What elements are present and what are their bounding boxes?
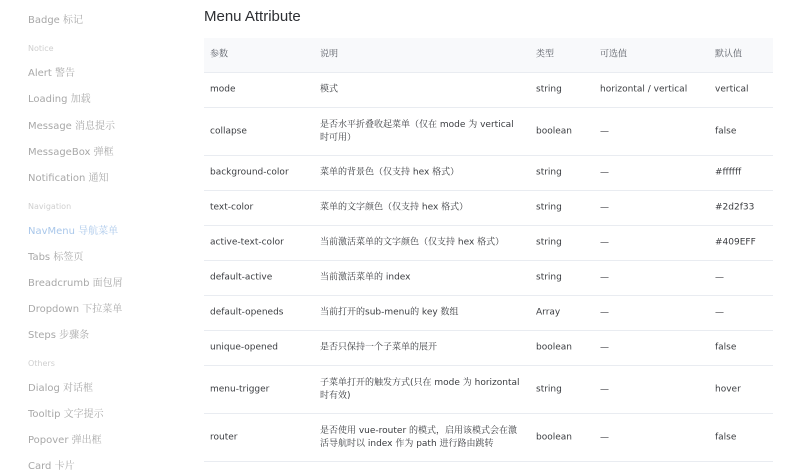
table-header bbox=[204, 38, 773, 73]
cell-type: string bbox=[536, 202, 562, 213]
sidebar-item-breadcrumb[interactable]: Breadcrumb 面包屑 bbox=[28, 278, 123, 289]
cell-options: — bbox=[600, 237, 609, 248]
cell-options: horizontal / vertical bbox=[600, 84, 688, 95]
cell-default: — bbox=[715, 307, 724, 318]
cell-type: boolean bbox=[536, 342, 572, 353]
sidebar-item-card[interactable]: Card 卡片 bbox=[28, 461, 75, 472]
cell-description: 菜单的文字颜色（仅支持 hex 格式） bbox=[320, 202, 469, 213]
cell-type: string bbox=[536, 84, 562, 95]
table-row bbox=[204, 108, 773, 156]
header-type: 类型 bbox=[536, 49, 555, 60]
cell-param: background-color bbox=[210, 167, 289, 178]
sidebar-item-steps[interactable]: Steps 步骤条 bbox=[28, 330, 90, 341]
sidebar-group-others: Others bbox=[28, 359, 55, 368]
table-row bbox=[204, 156, 773, 191]
cell-default: #ffffff bbox=[715, 167, 742, 178]
cell-default: false bbox=[715, 432, 737, 442]
cell-param: default-openeds bbox=[210, 307, 284, 318]
sidebar-item-tabs[interactable]: Tabs 标签页 bbox=[28, 252, 84, 263]
header-options: 可选值 bbox=[600, 49, 628, 60]
table-row bbox=[204, 226, 773, 261]
sidebar-item-popover[interactable]: Popover 弹出框 bbox=[28, 435, 102, 446]
cell-options: — bbox=[600, 167, 609, 178]
cell-default: #409EFF bbox=[715, 237, 756, 248]
cell-default: #2d2f33 bbox=[715, 202, 755, 213]
sidebar bbox=[0, 0, 190, 472]
cell-description: 是否水平折叠收起菜单（仅在 mode 为 vertical 时可用） bbox=[320, 119, 514, 143]
cell-param: router bbox=[210, 432, 238, 442]
cell-type: string bbox=[536, 384, 562, 394]
cell-description: 子菜单打开的触发方式(只在 mode 为 horizontal 时有效) bbox=[320, 377, 520, 401]
sidebar-item-messagebox[interactable]: MessageBox 弹框 bbox=[28, 147, 114, 158]
cell-default: — bbox=[715, 272, 724, 283]
header-default: 默认值 bbox=[715, 49, 743, 60]
table-row bbox=[204, 331, 773, 366]
cell-description: 当前打开的sub-menu的 key 数组 bbox=[320, 307, 459, 318]
header-param: 参数 bbox=[210, 49, 229, 60]
table-row bbox=[204, 73, 773, 108]
sidebar-item-notification[interactable]: Notification 通知 bbox=[28, 173, 109, 184]
cell-param: mode bbox=[210, 84, 236, 95]
cell-default: false bbox=[715, 126, 737, 136]
cell-default: hover bbox=[715, 384, 741, 394]
sidebar-item-navmenu[interactable]: NavMenu 导航菜单 bbox=[28, 226, 119, 237]
sidebar-item-message[interactable]: Message 消息提示 bbox=[28, 121, 116, 132]
cell-type: Array bbox=[536, 307, 561, 318]
cell-param: collapse bbox=[210, 126, 247, 136]
attribute-table bbox=[204, 38, 773, 462]
cell-type: boolean bbox=[536, 432, 572, 442]
cell-description: 当前激活菜单的 index bbox=[320, 272, 411, 283]
cell-param: text-color bbox=[210, 202, 254, 213]
table-row bbox=[204, 296, 773, 331]
cell-type: string bbox=[536, 167, 562, 178]
sidebar-item-alert[interactable]: Alert 警告 bbox=[28, 68, 75, 79]
sidebar-item-tooltip[interactable]: Tooltip 文字提示 bbox=[28, 409, 104, 420]
cell-param: default-active bbox=[210, 272, 273, 283]
sidebar-item-dialog[interactable]: Dialog 对话框 bbox=[28, 383, 94, 394]
cell-param: menu-trigger bbox=[210, 384, 270, 394]
sidebar-group-notice: Notice bbox=[28, 44, 54, 53]
page-title: Menu Attribute bbox=[204, 8, 301, 25]
cell-description: 当前激活菜单的文字颜色（仅支持 hex 格式） bbox=[320, 237, 505, 248]
table-row bbox=[204, 261, 773, 296]
sidebar-group-navigation: Navigation bbox=[28, 202, 72, 211]
cell-description: 是否使用 vue-router 的模式，启用该模式会在激活导航时以 index 作为 path 进行路由跳转 bbox=[320, 425, 518, 449]
sidebar-item-dropdown[interactable]: Dropdown 下拉菜单 bbox=[28, 304, 123, 315]
cell-description: 模式 bbox=[320, 84, 339, 95]
header-description: 说明 bbox=[320, 49, 339, 60]
cell-type: string bbox=[536, 272, 562, 283]
cell-default: vertical bbox=[715, 84, 749, 95]
cell-options: — bbox=[600, 126, 609, 136]
cell-options: — bbox=[600, 272, 609, 283]
cell-options: — bbox=[600, 307, 609, 318]
cell-description: 菜单的背景色（仅支持 hex 格式） bbox=[320, 167, 460, 178]
table-row bbox=[204, 414, 773, 462]
sidebar-item-badge[interactable]: Badge 标记 bbox=[28, 15, 84, 26]
table-row bbox=[204, 366, 773, 414]
cell-options: — bbox=[600, 432, 609, 442]
cell-param: active-text-color bbox=[210, 237, 284, 248]
cell-options: — bbox=[600, 342, 609, 353]
cell-description: 是否只保持一个子菜单的展开 bbox=[320, 342, 438, 353]
cell-options: — bbox=[600, 384, 609, 394]
table-row bbox=[204, 191, 773, 226]
cell-type: boolean bbox=[536, 126, 572, 136]
cell-default: false bbox=[715, 342, 737, 353]
cell-param: unique-opened bbox=[210, 342, 278, 353]
cell-type: string bbox=[536, 237, 562, 248]
sidebar-item-loading[interactable]: Loading 加载 bbox=[28, 94, 91, 105]
cell-options: — bbox=[600, 202, 609, 213]
